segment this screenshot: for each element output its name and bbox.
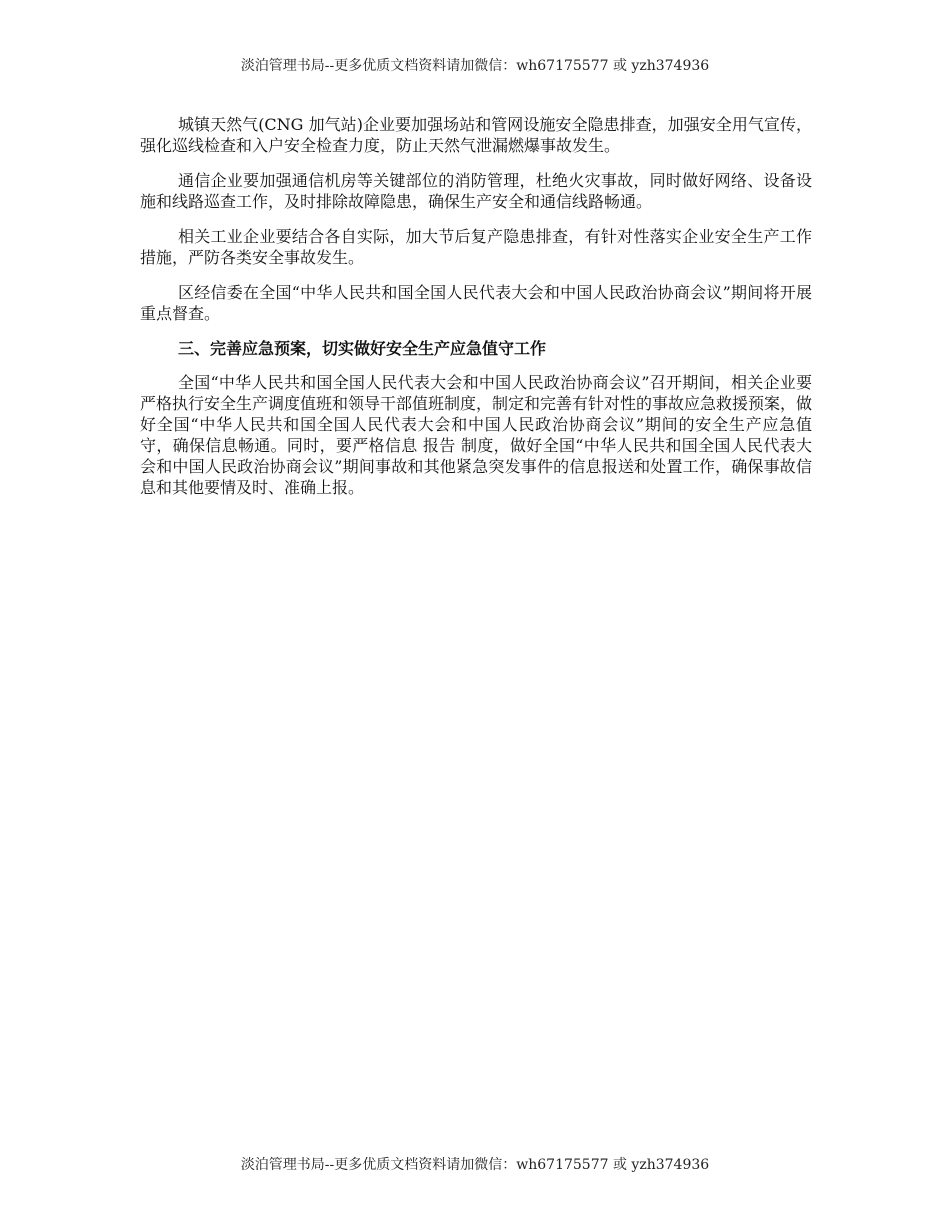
document-body [140,114,812,512]
page-footer: 淡泊管理书局--更多优质文档资料请加微信：wh67175577 或 yzh374936 [240,1157,710,1173]
paragraph-industrial-safety: 相关工业企业要结合各自实际，加大节后复产隐患排查，有针对性落实企业安全生产工作措施，严防各类安全事故发生。 [140,227,812,267]
section-heading: 三、完善应急预案，切实做好安全生产应急值守工作 [178,339,547,358]
paragraph-telecom-safety: 通信企业要加强通信机房等关键部位的消防管理，杜绝火灾事故，同时做好网络、设备设施和线路巡查工作，及时排除故障隐患，确保生产安全和通信线路畅通。 [140,171,812,211]
paragraph-supervision: 区经信委在全国“中华人民共和国全国人民代表大会和中国人民政治协商会议”期间将开展重点督查。 [140,283,812,323]
paragraph-emergency-duty: 全国“中华人民共和国全国人民代表大会和中国人民政治协商会议”召开期间，相关企业要严格执行安全生产调度值班和领导干部值班制度，制定和完善有针对性的事故应急救援预案，做好全国“中华人民共和国全国人民代表大会和中国人民政治协商会议”期间的安全生产应急值守，确保信息畅通。同时，要严格信息 报告 制度，做好全国“中华人民共和国全国人民代表大会和中国人民政治协商会议”期间事故和其他紧急突发事件的信息报送和处置工作，确保事故信息和其他要情及时、准确上报。 [140,373,813,497]
paragraph-gas-safety: 城镇天然气(CNG 加气站)企业要加强场站和管网设施安全隐患排查，加强安全用气宣传，强化巡线检查和入户安全检查力度，防止天然气泄漏燃爆事故发生。 [140,115,812,155]
page-header: 淡泊管理书局--更多优质文档资料请加微信：wh67175577 或 yzh374936 [240,58,710,74]
